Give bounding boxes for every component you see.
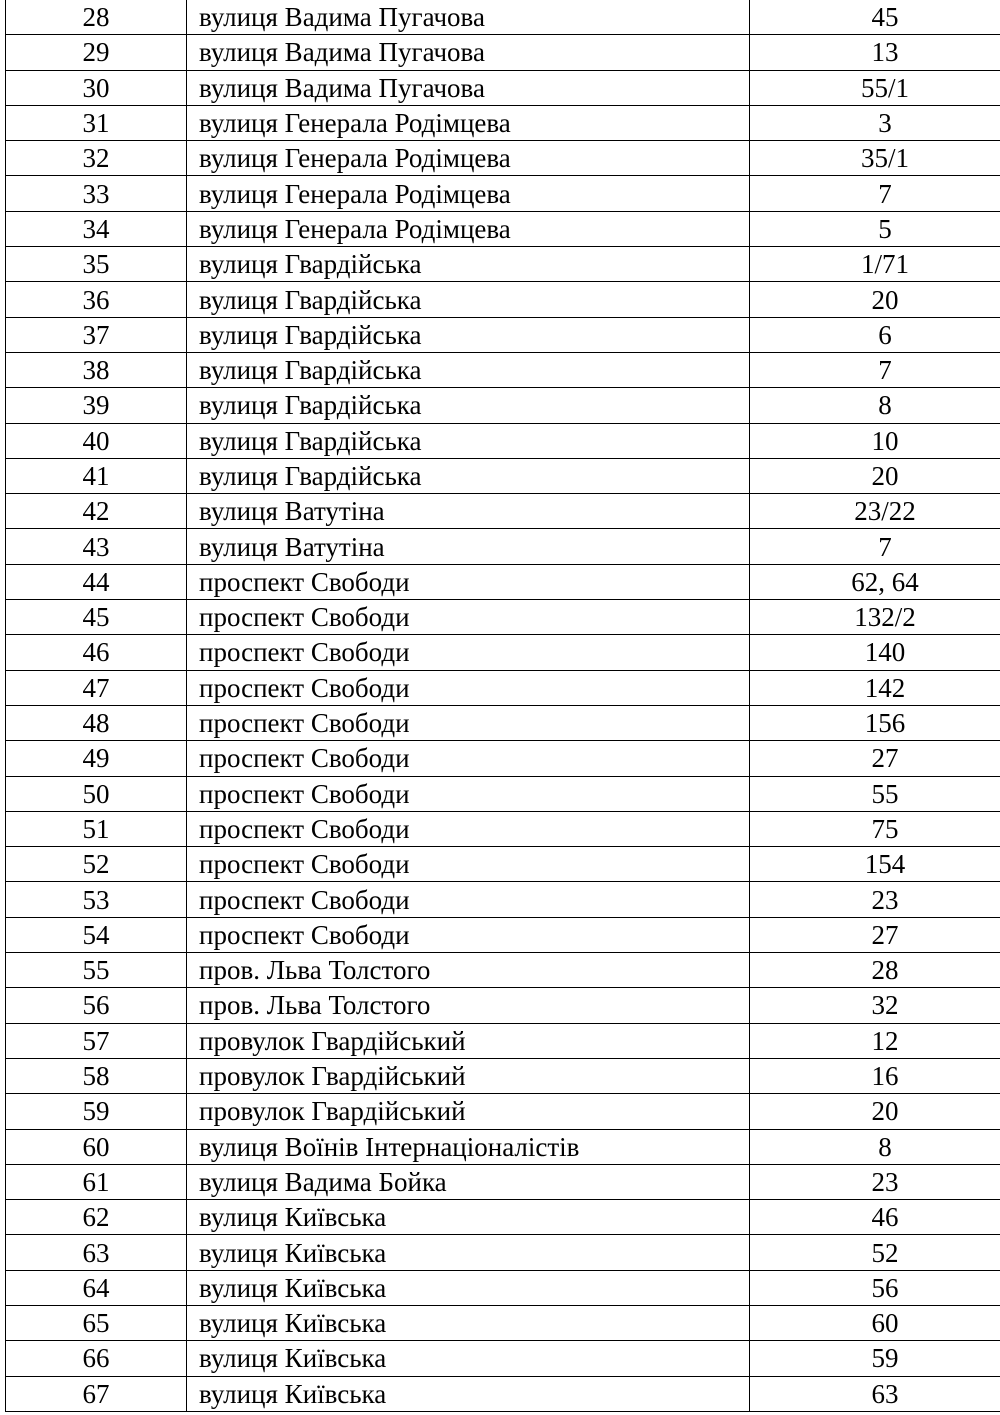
table-row — [6, 317, 1000, 352]
house-number-cell: 7 — [750, 529, 1000, 564]
row-number-cell: 28 — [6, 0, 187, 35]
row-number-cell: 31 — [6, 105, 187, 140]
house-number-cell: 45 — [750, 0, 1000, 35]
street-name-cell: проспект Свободи — [187, 635, 750, 670]
table-row — [6, 35, 1000, 70]
table-row — [6, 635, 1000, 670]
row-number-cell: 48 — [6, 705, 187, 740]
row-number-cell: 43 — [6, 529, 187, 564]
street-name-cell: проспект Свободи — [187, 847, 750, 882]
street-name-cell: вулиця Воїнів Інтернаціоналістів — [187, 1129, 750, 1164]
row-number-cell: 64 — [6, 1270, 187, 1305]
table-row — [6, 1200, 1000, 1235]
address-table-body — [6, 0, 1000, 1411]
row-number-cell: 59 — [6, 1094, 187, 1129]
street-name-cell: вулиця Генерала Родімцева — [187, 211, 750, 246]
house-number-cell: 132/2 — [750, 600, 1000, 635]
house-number-cell: 13 — [750, 35, 1000, 70]
table-row — [6, 988, 1000, 1023]
street-name-cell: вулиця Київська — [187, 1376, 750, 1411]
row-number-cell: 42 — [6, 494, 187, 529]
street-name-cell: провулок Гвардійський — [187, 1023, 750, 1058]
table-row — [6, 811, 1000, 846]
table-row — [6, 1058, 1000, 1093]
street-name-cell: проспект Свободи — [187, 917, 750, 952]
house-number-cell: 56 — [750, 1270, 1000, 1305]
house-number-cell: 27 — [750, 917, 1000, 952]
row-number-cell: 47 — [6, 670, 187, 705]
row-number-cell: 39 — [6, 388, 187, 423]
row-number-cell: 51 — [6, 811, 187, 846]
house-number-cell: 28 — [750, 953, 1000, 988]
row-number-cell: 61 — [6, 1164, 187, 1199]
street-name-cell: вулиця Київська — [187, 1235, 750, 1270]
table-row — [6, 1023, 1000, 1058]
row-number-cell: 37 — [6, 317, 187, 352]
table-row — [6, 564, 1000, 599]
house-number-cell: 32 — [750, 988, 1000, 1023]
house-number-cell: 20 — [750, 282, 1000, 317]
row-number-cell: 57 — [6, 1023, 187, 1058]
house-number-cell: 59 — [750, 1341, 1000, 1376]
house-number-cell: 55 — [750, 776, 1000, 811]
table-row — [6, 211, 1000, 246]
row-number-cell: 30 — [6, 70, 187, 105]
street-name-cell: вулиця Гвардійська — [187, 423, 750, 458]
street-name-cell: вулиця Київська — [187, 1341, 750, 1376]
street-name-cell: проспект Свободи — [187, 882, 750, 917]
street-name-cell: вулиця Ватутіна — [187, 494, 750, 529]
row-number-cell: 60 — [6, 1129, 187, 1164]
house-number-cell: 6 — [750, 317, 1000, 352]
street-name-cell: проспект Свободи — [187, 600, 750, 635]
row-number-cell: 34 — [6, 211, 187, 246]
street-name-cell: проспект Свободи — [187, 670, 750, 705]
street-name-cell: проспект Свободи — [187, 564, 750, 599]
house-number-cell: 23/22 — [750, 494, 1000, 529]
table-row — [6, 882, 1000, 917]
table-row — [6, 105, 1000, 140]
row-number-cell: 50 — [6, 776, 187, 811]
house-number-cell: 156 — [750, 705, 1000, 740]
table-row — [6, 176, 1000, 211]
row-number-cell: 56 — [6, 988, 187, 1023]
row-number-cell: 32 — [6, 141, 187, 176]
row-number-cell: 29 — [6, 35, 187, 70]
street-name-cell: вулиця Київська — [187, 1270, 750, 1305]
row-number-cell: 45 — [6, 600, 187, 635]
table-row — [6, 1094, 1000, 1129]
table-row — [6, 1235, 1000, 1270]
house-number-cell: 20 — [750, 1094, 1000, 1129]
row-number-cell: 52 — [6, 847, 187, 882]
house-number-cell: 52 — [750, 1235, 1000, 1270]
street-name-cell: провулок Гвардійський — [187, 1094, 750, 1129]
house-number-cell: 3 — [750, 105, 1000, 140]
street-name-cell: вулиця Ватутіна — [187, 529, 750, 564]
table-row — [6, 1270, 1000, 1305]
street-name-cell: проспект Свободи — [187, 741, 750, 776]
table-row — [6, 1376, 1000, 1411]
table-row — [6, 953, 1000, 988]
table-row — [6, 1341, 1000, 1376]
house-number-cell: 8 — [750, 388, 1000, 423]
street-name-cell: проспект Свободи — [187, 776, 750, 811]
street-name-cell: вулиця Київська — [187, 1200, 750, 1235]
table-row — [6, 1164, 1000, 1199]
row-number-cell: 65 — [6, 1305, 187, 1340]
row-number-cell: 46 — [6, 635, 187, 670]
street-name-cell: вулиця Генерала Родімцева — [187, 176, 750, 211]
row-number-cell: 53 — [6, 882, 187, 917]
table-row — [6, 494, 1000, 529]
street-name-cell: вулиця Гвардійська — [187, 388, 750, 423]
table-row — [6, 705, 1000, 740]
table-row — [6, 847, 1000, 882]
house-number-cell: 23 — [750, 1164, 1000, 1199]
table-row — [6, 600, 1000, 635]
house-number-cell: 154 — [750, 847, 1000, 882]
house-number-cell: 7 — [750, 352, 1000, 387]
table-row — [6, 917, 1000, 952]
house-number-cell: 35/1 — [750, 141, 1000, 176]
street-name-cell: проспект Свободи — [187, 705, 750, 740]
row-number-cell: 66 — [6, 1341, 187, 1376]
house-number-cell: 12 — [750, 1023, 1000, 1058]
house-number-cell: 46 — [750, 1200, 1000, 1235]
row-number-cell: 54 — [6, 917, 187, 952]
street-name-cell: вулиця Гвардійська — [187, 352, 750, 387]
table-row — [6, 141, 1000, 176]
row-number-cell: 44 — [6, 564, 187, 599]
street-name-cell: пров. Льва Толстого — [187, 953, 750, 988]
house-number-cell: 10 — [750, 423, 1000, 458]
table-row — [6, 247, 1000, 282]
house-number-cell: 5 — [750, 211, 1000, 246]
street-name-cell: вулиця Київська — [187, 1305, 750, 1340]
table-row — [6, 458, 1000, 493]
row-number-cell: 36 — [6, 282, 187, 317]
address-table — [5, 0, 1000, 1412]
row-number-cell: 35 — [6, 247, 187, 282]
street-name-cell: проспект Свободи — [187, 811, 750, 846]
house-number-cell: 7 — [750, 176, 1000, 211]
row-number-cell: 33 — [6, 176, 187, 211]
row-number-cell: 55 — [6, 953, 187, 988]
street-name-cell: вулиця Вадима Пугачова — [187, 70, 750, 105]
row-number-cell: 38 — [6, 352, 187, 387]
row-number-cell: 58 — [6, 1058, 187, 1093]
street-name-cell: вулиця Гвардійська — [187, 317, 750, 352]
house-number-cell: 16 — [750, 1058, 1000, 1093]
house-number-cell: 60 — [750, 1305, 1000, 1340]
row-number-cell: 63 — [6, 1235, 187, 1270]
table-row — [6, 282, 1000, 317]
street-name-cell: пров. Льва Толстого — [187, 988, 750, 1023]
house-number-cell: 75 — [750, 811, 1000, 846]
table-row — [6, 741, 1000, 776]
street-name-cell: вулиця Гвардійська — [187, 458, 750, 493]
street-name-cell: вулиця Вадима Пугачова — [187, 0, 750, 35]
row-number-cell: 40 — [6, 423, 187, 458]
house-number-cell: 23 — [750, 882, 1000, 917]
house-number-cell: 55/1 — [750, 70, 1000, 105]
house-number-cell: 20 — [750, 458, 1000, 493]
table-row — [6, 423, 1000, 458]
house-number-cell: 140 — [750, 635, 1000, 670]
street-name-cell: вулиця Гвардійська — [187, 247, 750, 282]
table-row — [6, 388, 1000, 423]
house-number-cell: 1/71 — [750, 247, 1000, 282]
row-number-cell: 41 — [6, 458, 187, 493]
row-number-cell: 62 — [6, 1200, 187, 1235]
house-number-cell: 27 — [750, 741, 1000, 776]
street-name-cell: вулиця Генерала Родімцева — [187, 141, 750, 176]
table-row — [6, 70, 1000, 105]
row-number-cell: 67 — [6, 1376, 187, 1411]
street-name-cell: вулиця Вадима Бойка — [187, 1164, 750, 1199]
street-name-cell: вулиця Генерала Родімцева — [187, 105, 750, 140]
table-row — [6, 670, 1000, 705]
table-row — [6, 776, 1000, 811]
table-row — [6, 1129, 1000, 1164]
table-row — [6, 0, 1000, 35]
house-number-cell: 8 — [750, 1129, 1000, 1164]
house-number-cell: 63 — [750, 1376, 1000, 1411]
row-number-cell: 49 — [6, 741, 187, 776]
table-row — [6, 1305, 1000, 1340]
street-name-cell: провулок Гвардійський — [187, 1058, 750, 1093]
house-number-cell: 62, 64 — [750, 564, 1000, 599]
street-name-cell: вулиця Гвардійська — [187, 282, 750, 317]
street-name-cell: вулиця Вадима Пугачова — [187, 35, 750, 70]
table-row — [6, 352, 1000, 387]
house-number-cell: 142 — [750, 670, 1000, 705]
table-row — [6, 529, 1000, 564]
